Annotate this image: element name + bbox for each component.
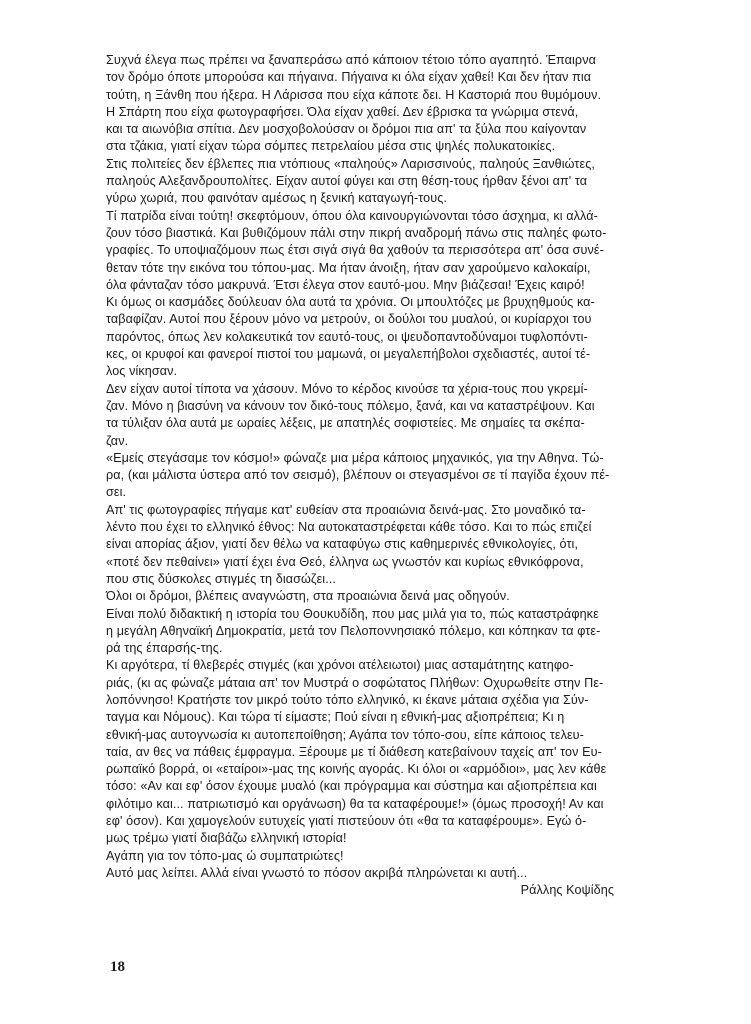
- text-line: «ποτέ δεν πεθαίνει» γιατί έχει ένα Θεό, έλληνα ως γνωστόν και κυρίως εθνικόφρονα,: [106, 554, 584, 569]
- text-line: ριάς, (κι ας φώναζε μάταια απ' τον Μυστρά ο σοφώτατος Πλήθων: Οχυρωθείτε στην Πε-: [106, 675, 604, 690]
- paragraph: [106, 502, 666, 588]
- text-line: εφ' όσον). Και χαμογελούν ευτυχείς γιατί πιστεύουν ότι «θα τα καταφέρουμε». Εγώ ό-: [106, 814, 587, 829]
- text-line: ρωπαϊκό βορρά, οι «εταίροι»-μας της κοινής αγοράς. Κι όλοι οι «αρμόδιοι», μας λεν κάθε: [106, 762, 607, 777]
- text-line: φιλότιμο και... πατριωτισμό και οργάνωση) θα τα καταφέρουμε!» (όμως προσοχή! Αν και: [106, 796, 604, 811]
- paragraph: [106, 156, 666, 208]
- text-line: λοπόννησο! Κρατήστε τον μικρό τούτο τόπο ελληνικό, κι έκανε μάταια σχέδια για Σύν-: [106, 692, 589, 707]
- text-line: τούτη, η Ξάνθη που ήξερα. Η Λάρισσα που είχα κάποτε δει. Η Καστοριά που θυμόμουν.: [106, 87, 602, 102]
- paragraph: [106, 848, 666, 865]
- text-line: η μεγάλη Αθηναϊκή Δημοκρατία, μετά τον Πελοποννησιακό πόλεμο, και κόπηκαν τα φτε-: [106, 623, 601, 638]
- text-line: και τα αιωνόβια σπίτια. Δεν μοσχοβολούσαν οι δρόμοι πια απ' τα ξύλα που καίγονταν: [106, 122, 587, 137]
- text-line: τόσο: «Αν και εφ' όσον έχουμε μυαλό (και πρόγραμμα και σύστημα και αξιοπρέπεια και: [106, 779, 597, 794]
- text-line: Όλοι οι δρόμοι, βλέπεις αναγνώστη, στα προαιώνια δεινά μας οδηγούν.: [106, 589, 510, 604]
- text-line: Αυτό μας λείπει. Αλλά είναι γνωστό το πόσον ακριβά πληρώνεται κι αυτή...: [106, 865, 528, 880]
- paragraph: [106, 588, 666, 605]
- text-line: μως τρέμω γιατί διαβάζω ελληνική ιστορία!: [106, 831, 347, 846]
- text-line: Συχνά έλεγα πως πρέπει να ξαναπεράσω από κάποιον τέτοιο τόπο αγαπητό. Έπαιρνα: [106, 53, 596, 67]
- paragraph: [106, 450, 666, 502]
- text-line: ταία, αν θες να πάθεις έμφραγμα. Ξέρουμε με τί διάθεση κατεβαίνουν ταχείς απ' τον Ευ-: [106, 744, 602, 759]
- article-body: [106, 52, 666, 900]
- text-line: γραφίες. Το υποψιαζόμουν πως έτσι σιγά σιγά θα χαθούν τα περισσότερα απ' όσα συνέ-: [106, 243, 604, 258]
- text-line: Δεν είχαν αυτοί τίποτα να χάσουν. Μόνο το κέρδος κινούσε τα χέρια-τους που γκρεμί-: [106, 381, 588, 396]
- text-line: όλα φάνταζαν τόσο μακρυνά. Έτσι έλεγα στον εαυτό-μου. Μην βιάζεσαι! Έχεις καιρό!: [106, 277, 585, 292]
- text-line: παρόντος, όπως λεν κολακευτικά τον εαυτό-τους, οι ψευδοπαντοδύναμοι τυφλοπόντι-: [106, 329, 588, 344]
- paragraph: [106, 657, 666, 847]
- text-line: Απ' τις φωτογραφίες πήγαμε κατ' ευθείαν στα προαιώνια δεινά-μας. Στο μοναδικό τα-: [106, 502, 586, 517]
- text-line: ρα, (και μάλιστα ύστερα από τον σεισμό), βλέπουν οι στεγασμένοι σε τί παγίδα έχουν πέ-: [106, 468, 610, 483]
- text-line: «Εμείς στεγάσαμε τον κόσμο!» φώναζε μια μέρα κάποιος μηχανικός, για την Αθηνα. Τώ-: [106, 450, 604, 465]
- paragraph: [106, 865, 666, 882]
- text-line: λέντο που έχει το ελληνικό έθνος: Να αυτοκαταστρέφεται κάθε τόσο. Και το πώς επιζεί: [106, 520, 592, 535]
- text-line: είναι απορίας άξιον, γιατί δεν θέλω να καταφύγω στις καθημερινές εθνικολογίες, ότι,: [106, 537, 579, 552]
- text-line: ζαν.: [106, 433, 129, 448]
- text-line: Κι όμως οι κασμάδες δούλευαν όλα αυτά τα χρόνια. Οι μπουλτόζες με βρυχηθμούς κα-: [106, 295, 595, 310]
- paragraph: [106, 381, 666, 450]
- paragraph: [106, 208, 666, 381]
- text-line: Είναι πολύ διδακτική η ιστορία του Θουκυδίδη, που μας μιλά για το, πώς καταστράφηκε: [106, 606, 599, 621]
- text-line: θεταν τότε την εικόνα του τόπου-μας. Μα ήταν άνοιξη, ήταν σαν χαρούμενο καλοκαίρι,: [106, 260, 591, 275]
- text-line: Αγάπη για τον τόπο-μας ώ συμπατριώτες!: [106, 848, 344, 863]
- text-line: ζαν. Μόνο η βιασύνη να κάνουν τον δικό-τους πόλεμο, ξανά, και να καταστρέψουν. Και: [106, 398, 595, 413]
- author-signature: Ράλλης Κοψίδης: [520, 883, 614, 898]
- page-number: 18: [110, 959, 125, 975]
- text-line: ταγμα και Νόμους). Και τώρα τί είμαστε; Πού είναι η εθνική-μας αξιοπρέπεια; Κι η: [106, 710, 565, 725]
- text-line: Κι αργότερα, τί θλεβερές στιγμές (και χρόνοι ατέλειωτοι) μιας ασταμάτητης κατηφο-: [106, 658, 574, 673]
- text-line: που στις δύσκολες στιγμές τη διασώζει...: [106, 571, 336, 586]
- text-line: Τί πατρίδα είναι τούτη! σκεφτόμουν, όπου όλα καινουργιώνονται τόσο άσχημα, κι αλλά-: [106, 208, 598, 223]
- text-line: ζουν τόσο βιαστικά. Και βυθιζόμουν πάλι στην πικρή αναδρομή πάνω στις παληές φωτο-: [106, 225, 607, 240]
- text-line: ρά της έπαρσής-της.: [106, 641, 223, 656]
- text-line: κες, οι κρυφοί και φανεροί πιστοί του μαμωνά, οι μεγαλεπήβολοι σχεδιαστές, αυτοί τέ-: [106, 347, 591, 362]
- text-line: τον δρόμο όποτε μπορούσα και πήγαινα. Πήγαινα κι όλα είχαν χαθεί! Και δεν ήταν πια: [106, 70, 592, 85]
- text-line: τα τύλιξαν όλα αυτά με ωραίες λέξεις, με απατηλές σοφιστείες. Με σημαίες τα σκέπα-: [106, 416, 585, 431]
- text-line: εθνική-μας αυτογνωσία κι αυτοπεποίθηση; Αγάπα τον τόπο-σου, είπε κάποιος τελευ-: [106, 727, 584, 742]
- text-line: γύρω χωριά, που φαινόταν αμέσως η ξενική καταγωγή-τους.: [106, 191, 448, 206]
- text-line: στα τζάκια, γιατί είχαν τώρα σόμπες πετρελαίου μέσα στις ψηλές πολυκατοικίες.: [106, 139, 556, 154]
- text-line: Στις πολιτείες δεν έβλεπες πια ντόπιους «παληούς» Λαρισσινούς, παληούς Ξανθιώτες,: [106, 156, 595, 171]
- text-line: λος νίκησαν.: [106, 364, 178, 379]
- paragraph: [106, 52, 666, 156]
- text-line: ταβαφίζαν. Αυτοί που ξέρουν μόνο να μετρούν, οι δούλοι του μυαλού, οι κυρίαρχοι του: [106, 312, 592, 327]
- text-line: παληούς Αλεξανδρουπολίτες. Είχαν αυτοί φύγει και στη θέση-τους ήρθαν ξένοι απ' τα: [106, 174, 588, 189]
- text-line: σει.: [106, 485, 127, 500]
- text-line: Η Σπάρτη που είχα φωτογραφήσει. Όλα είχαν χαθεί. Δεν έβρισκα τα γνώριμα στενά,: [106, 104, 579, 119]
- paragraph: [106, 606, 666, 658]
